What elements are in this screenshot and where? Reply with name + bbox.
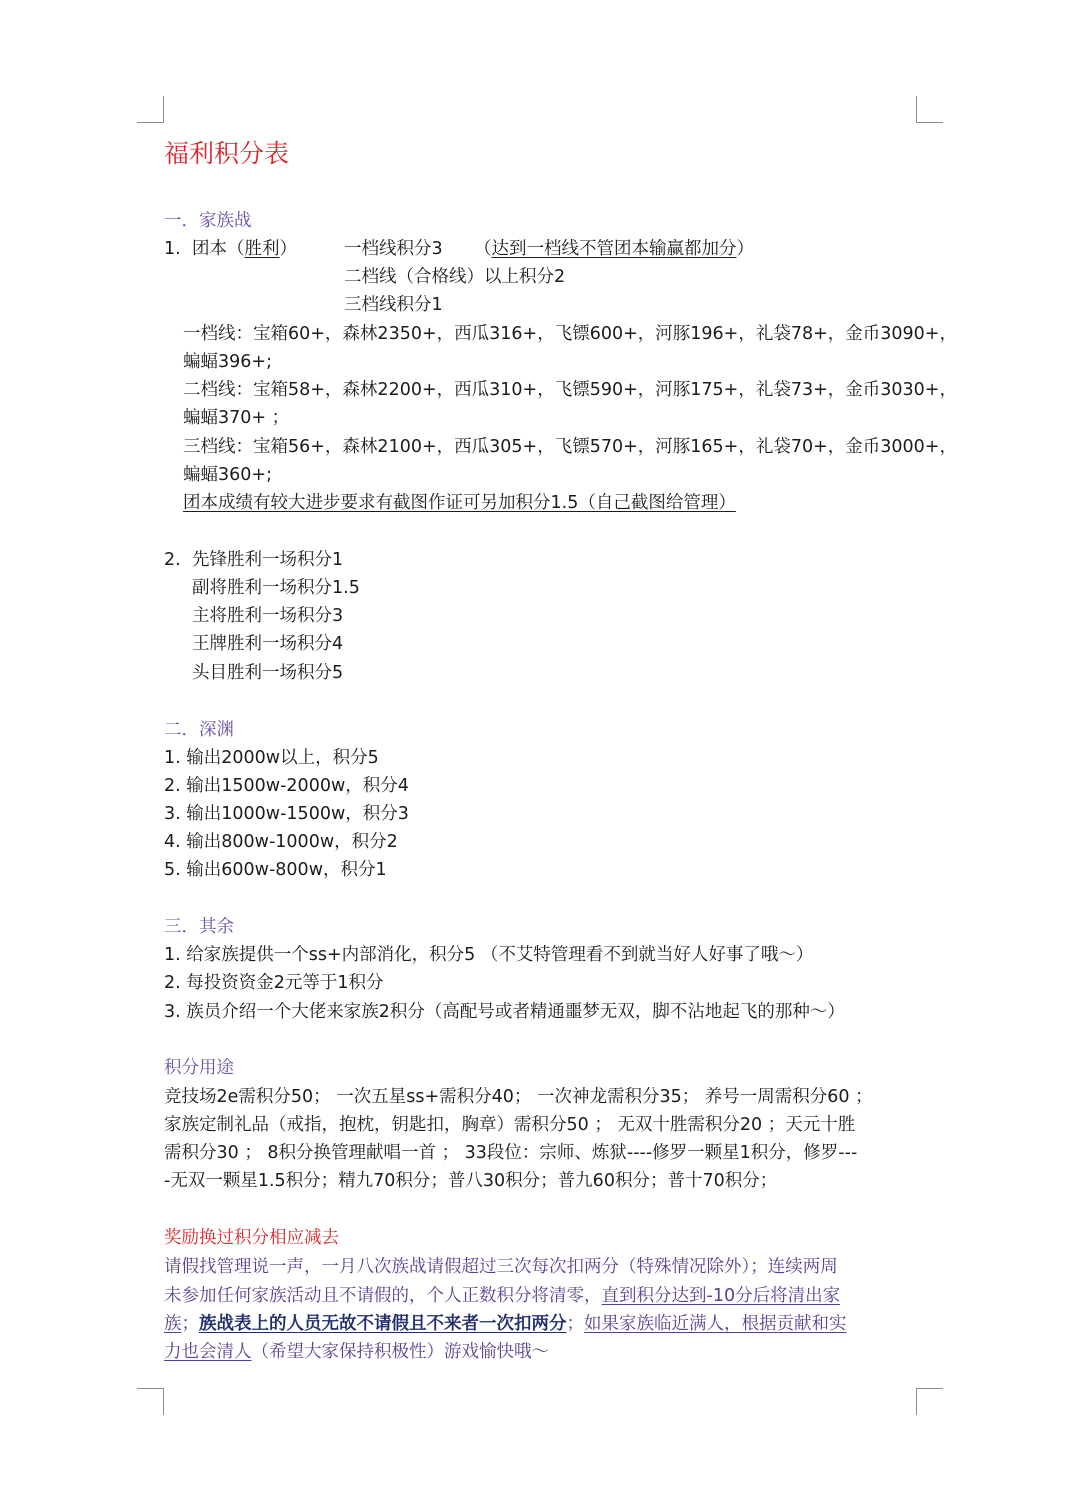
list-item: 3. 输出1000w-1500w，积分3	[164, 804, 409, 824]
rules-line: 未参加任何家族活动且不请假的，个人正数积分将清零，直到积分达到-10分后将清出家	[164, 1286, 841, 1306]
bonus-note: 团本成绩有较大进步要求有截图作证可另加积分1.5（自己截图给管理）	[183, 493, 736, 513]
absence-penalty-text: 族战表上的人员无故不请假且不来者一次扣两分	[199, 1314, 567, 1334]
tier2-requirements-cont: 蝙蝠370+ ；	[183, 408, 290, 428]
tier3-score: 三档线积分1	[344, 295, 443, 315]
rules-line: 力也会清人（希望大家保持积极性）游戏愉快哦～	[164, 1342, 549, 1362]
tier3-requirements: 三档线：宝箱56+，森林2100+，西瓜305+，飞镖570+，河豚165+，礼袋70+，金币3000+，	[183, 437, 957, 457]
list-item: 1. 输出2000w以上，积分5	[164, 748, 379, 768]
list-item: 2. 每投资资金2元等于1积分	[164, 973, 384, 993]
corner-mark-bottom-left	[137, 1388, 164, 1415]
tier1-note: （达到一档线不管团本输赢都加分）	[474, 239, 754, 259]
usage-line: 竞技场2e需积分50； 一次五星ss+需积分40； 一次神龙需积分35； 养号一周需积分60 ；	[164, 1087, 873, 1107]
tier1-requirements: 一档线：宝箱60+，森林2350+，西瓜316+，飞镖600+，河豚196+，礼袋78+，金币3090+，	[183, 324, 957, 344]
list-item: 王牌胜利一场积分4	[192, 634, 344, 654]
corner-mark-bottom-right	[916, 1388, 943, 1415]
section-heading-rules: 奖励换过积分相应减去	[164, 1228, 339, 1248]
tier2-score: 二档线（合格线）以上积分2	[344, 267, 566, 287]
rules-line: 请假找管理说一声，一月八次族战请假超过三次每次扣两分（特殊情况除外）；连续两周	[164, 1257, 838, 1277]
section-heading-abyss: 二．深渊	[164, 720, 234, 740]
item2-number: 2.	[164, 550, 181, 570]
list-item: 主将胜利一场积分3	[192, 606, 344, 626]
item1-label: 团本（胜利）	[192, 239, 297, 259]
list-item: 1. 给家族提供一个ss+内部消化，积分5 （不艾特管理看不到就当好人好事了哦～）	[164, 945, 814, 965]
section-heading-usage: 积分用途	[164, 1058, 234, 1078]
usage-line: -无双一颗星1.5积分；精九70积分；普八30积分；普九60积分；普十70积分；	[164, 1171, 778, 1191]
corner-mark-top-right	[916, 96, 943, 123]
list-item: 3. 族员介绍一个大佬来家族2积分（高配号或者精通噩梦无双，脚不沾地起飞的那种～）	[164, 1002, 845, 1022]
usage-line: 需积分30 ； 8积分换管理献唱一首 ； 33段位：宗师、炼狱----修罗一颗星1积分，修罗---	[164, 1143, 858, 1163]
list-item: 5. 输出600w-800w，积分1	[164, 860, 387, 880]
usage-line: 家族定制礼品（戒指，抱枕，钥匙扣，胸章）需积分50 ； 无双十胜需积分20 ；天元十胜	[164, 1115, 856, 1135]
win-text: 胜利	[244, 239, 280, 259]
tier1-requirements-cont: 蝙蝠396+;	[183, 352, 272, 372]
list-item: 副将胜利一场积分1.5	[192, 578, 360, 598]
item1-number: 1.	[164, 239, 181, 259]
list-item: 4. 输出800w-1000w，积分2	[164, 832, 398, 852]
tier1-score: 一档线积分3	[344, 239, 443, 259]
tier2-requirements: 二档线：宝箱58+，森林2200+，西瓜310+，飞镖590+，河豚175+，礼袋73+，金币3030+，	[183, 380, 957, 400]
corner-mark-top-left	[137, 96, 164, 123]
tier3-requirements-cont: 蝙蝠360+;	[183, 465, 272, 485]
rules-line: 族；族战表上的人员无故不请假且不来者一次扣两分；如果家族临近满人，根据贡献和实	[164, 1314, 847, 1334]
list-item: 2. 输出1500w-2000w，积分4	[164, 776, 409, 796]
list-item: 头目胜利一场积分5	[192, 663, 344, 683]
page-title: 福利积分表	[164, 139, 290, 168]
list-item: 先锋胜利一场积分1	[192, 550, 344, 570]
section-heading-family-war: 一．家族战	[164, 211, 252, 231]
section-heading-others: 三．其余	[164, 917, 234, 937]
